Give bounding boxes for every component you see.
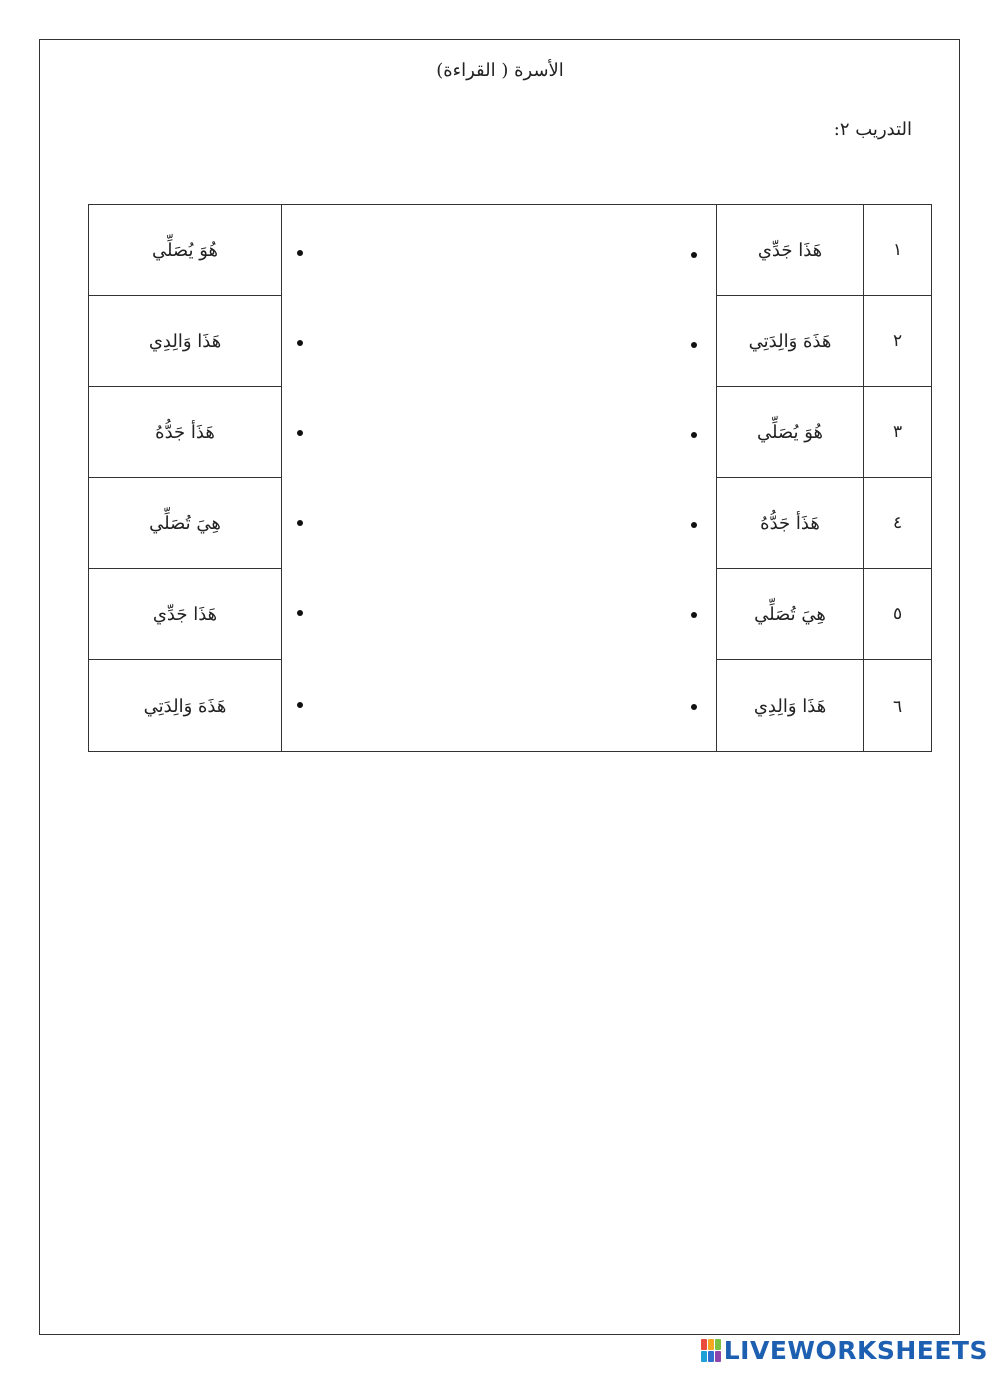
matching-table <box>88 204 932 752</box>
left-phrase-column <box>88 204 282 752</box>
right-match-dot-5[interactable] <box>691 612 697 618</box>
right-match-dot-6[interactable] <box>691 704 697 710</box>
row-number-1: ١ <box>864 205 931 296</box>
right-match-dot-4[interactable] <box>691 522 697 528</box>
left-match-dot-1[interactable] <box>297 250 303 256</box>
left-phrase-1: هُوَ يُصَلِّي <box>89 205 281 296</box>
left-match-dot-6[interactable] <box>297 702 303 708</box>
liveworksheets-logo <box>701 1336 988 1365</box>
right-phrase-6: هَذَا وَالِدِي <box>753 696 827 717</box>
row-number-2: ٢ <box>864 296 931 387</box>
left-phrase-4: هِيَ تُصَلِّي <box>89 478 281 569</box>
left-match-dot-2[interactable] <box>297 340 303 346</box>
right-phrase-column <box>716 204 864 752</box>
logo-square <box>701 1351 707 1362</box>
left-match-dot-4[interactable] <box>297 520 303 526</box>
logo-square <box>708 1351 714 1362</box>
logo-square <box>708 1339 714 1350</box>
right-phrase-5: هِيَ تُصَلِّي <box>717 569 863 660</box>
right-phrase-4: هَذَأ جَدُّهُ <box>717 478 863 569</box>
logo-text: LIVEWORKSHEETS <box>723 1336 988 1365</box>
right-phrase-2: هَذَهَ وَالِدَتِي <box>717 296 863 387</box>
logo-square <box>715 1351 721 1362</box>
row-number-6: ٦ <box>892 696 903 717</box>
right-match-dot-1[interactable] <box>691 252 697 258</box>
exercise-label: التدريب ٢: <box>833 119 912 140</box>
row-number-4: ٤ <box>864 478 931 569</box>
right-match-dot-2[interactable] <box>691 342 697 348</box>
row-number-5: ٥ <box>864 569 931 660</box>
row-number-3: ٣ <box>864 387 931 478</box>
logo-square <box>701 1339 707 1350</box>
right-phrase-1: هَذَا جَدِّي <box>717 205 863 296</box>
right-match-dot-3[interactable] <box>691 432 697 438</box>
right-phrase-3: هُوَ يُصَلِّي <box>717 387 863 478</box>
left-match-dot-5[interactable] <box>297 610 303 616</box>
logo-square <box>715 1339 721 1350</box>
left-match-dot-3[interactable] <box>297 430 303 436</box>
left-phrase-6: هَذَهَ وَالِدَتِي <box>143 696 227 717</box>
page-title: الأسرة ( القراءة) <box>436 60 564 81</box>
number-column <box>863 204 932 752</box>
left-phrase-2: هَذَا وَالِدِي <box>89 296 281 387</box>
liveworksheets-logo-icon <box>701 1339 721 1362</box>
left-phrase-3: هَذَأ جَدُّهُ <box>89 387 281 478</box>
matching-area[interactable] <box>281 204 717 752</box>
left-phrase-5: هَذَا جَدِّي <box>89 569 281 660</box>
